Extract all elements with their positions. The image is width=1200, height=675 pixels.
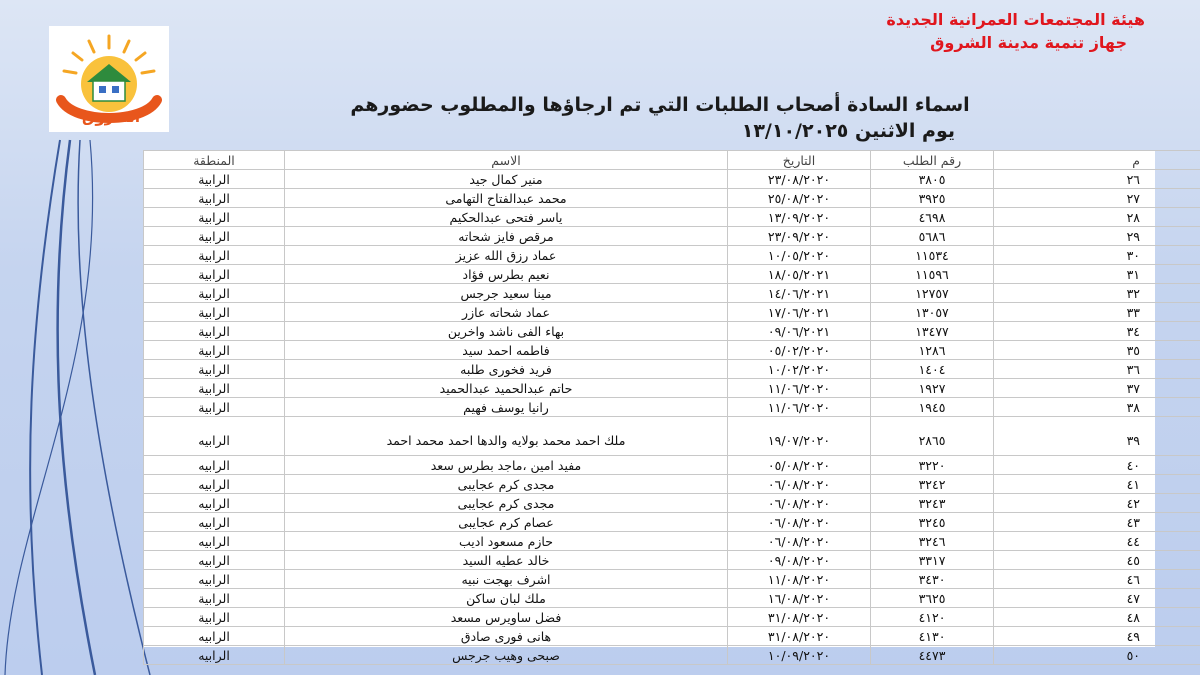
cell-area: الرابية [144,189,285,208]
cell-num: ٣٠ [994,246,1200,265]
table-row [144,284,1200,303]
page-title [300,92,1000,144]
cell-num: ٣٩ [994,417,1200,456]
cell-num: ٤٤ [994,532,1200,551]
cell-date: ١١/٠٦/٢٠٢٠ [728,398,871,417]
cell-date: ١٠/٠٢/٢٠٢٠ [728,360,871,379]
table-row [144,570,1200,589]
table-row [144,379,1200,398]
cell-area: الرابيه [144,494,285,513]
cell-date: ١١/٠٨/٢٠٢٠ [728,570,871,589]
cell-area: الرابية [144,379,285,398]
cell-date: ٣١/٠٨/٢٠٢٠ [728,608,871,627]
cell-date: ٢٣/٠٨/٢٠٢٠ [728,170,871,189]
col-header-num: م [994,151,1200,170]
cell-area: الرابية [144,341,285,360]
cell-request: ١٣٤٧٧ [871,322,994,341]
cell-area: الرابية [144,398,285,417]
cell-request: ٣٢٤٦ [871,532,994,551]
table-row [144,456,1200,475]
col-header-date: التاريخ [728,151,871,170]
applicants-table [143,150,1200,665]
cell-num: ٣٥ [994,341,1200,360]
cell-date: ٢٥/٠٨/٢٠٢٠ [728,189,871,208]
cell-date: ١٣/٠٩/٢٠٢٠ [728,208,871,227]
table-header-row [144,151,1200,170]
cell-request: ٣٢٤٣ [871,494,994,513]
table-row [144,360,1200,379]
cell-name: ملك لبان ساكن [285,589,728,608]
cell-num: ٤٥ [994,551,1200,570]
org-name: هيئة المجتمعات العمرانية الجديدة [886,10,1145,29]
cell-area: الرابية [144,246,285,265]
cell-name: رانيا يوسف فهيم [285,398,728,417]
cell-request: ١٣٠٥٧ [871,303,994,322]
cell-date: ١٦/٠٨/٢٠٢٠ [728,589,871,608]
cell-num: ٤٧ [994,589,1200,608]
table-row [144,494,1200,513]
col-header-area: المنطقة [144,151,285,170]
cell-date: ١٧/٠٦/٢٠٢١ [728,303,871,322]
col-header-request: رقم الطلب [871,151,994,170]
cell-request: ١٩٢٧ [871,379,994,398]
cell-area: الرابيه [144,646,285,665]
cell-num: ٤٦ [994,570,1200,589]
cell-area: الرابية [144,208,285,227]
table-row [144,417,1200,456]
cell-num: ٢٨ [994,208,1200,227]
cell-request: ٣٨٠٥ [871,170,994,189]
cell-request: ٣٤٣٠ [871,570,994,589]
cell-name: مرقص فايز شحاته [285,227,728,246]
table-row [144,589,1200,608]
cell-date: ٣١/٠٨/٢٠٢٠ [728,627,871,646]
cell-area: الرابيه [144,417,285,456]
cell-date: ٠٩/٠٦/٢٠٢١ [728,322,871,341]
cell-name: حاتم عبدالحميد عبدالحميد [285,379,728,398]
cell-name: صبحى وهيب جرجس [285,646,728,665]
cell-area: الرابيه [144,570,285,589]
cell-date: ٠٦/٠٨/٢٠٢٠ [728,494,871,513]
title-line-2: يوم الاثنين ١٣/١٠/٢٠٢٥ [741,120,955,142]
cell-name: فضل ساويرس مسعد [285,608,728,627]
table-row [144,532,1200,551]
cell-date: ١٨/٠٥/٢٠٢١ [728,265,871,284]
cell-name: ملك احمد محمد بولايه والدها احمد محمد احمد [285,417,728,456]
cell-area: الرابية [144,589,285,608]
cell-area: الرابية [144,608,285,627]
cell-num: ٤٢ [994,494,1200,513]
cell-name: مينا سعيد جرجس [285,284,728,303]
cell-date: ٢٣/٠٩/٢٠٢٠ [728,227,871,246]
cell-area: الرابية [144,170,285,189]
table-row [144,227,1200,246]
cell-date: ٠٥/٠٢/٢٠٢٠ [728,341,871,360]
cell-area: الرابيه [144,475,285,494]
cell-request: ٥٦٨٦ [871,227,994,246]
cell-area: الرابية [144,227,285,246]
cell-area: الرابيه [144,551,285,570]
cell-name: عماد شحاته عازر [285,303,728,322]
cell-name: محمد عبدالفتاح التهامى [285,189,728,208]
cell-request: ١٢٧٥٧ [871,284,994,303]
cell-name: ياسر فتحى عبدالحكيم [285,208,728,227]
cell-name: نعيم بطرس فؤاد [285,265,728,284]
cell-date: ١٩/٠٧/٢٠٢٠ [728,417,871,456]
cell-date: ٠٩/٠٨/٢٠٢٠ [728,551,871,570]
cell-num: ٤٨ [994,608,1200,627]
cell-name: مفيد امين ،ماجد بطرس سعد [285,456,728,475]
cell-name: منير كمال جيد [285,170,728,189]
cell-request: ١٩٤٥ [871,398,994,417]
cell-num: ٢٩ [994,227,1200,246]
cell-request: ٣٩٢٥ [871,189,994,208]
cell-request: ٤٤٧٣ [871,646,994,665]
cell-name: عماد رزق الله عزيز [285,246,728,265]
cell-num: ٣٢ [994,284,1200,303]
applicants-table-container [143,150,1155,663]
cell-num: ٥٠ [994,646,1200,665]
cell-date: ١٠/٠٩/٢٠٢٠ [728,646,871,665]
cell-area: الرابيه [144,532,285,551]
cell-date: ١٤/٠٦/٢٠٢١ [728,284,871,303]
cell-request: ١٢٨٦ [871,341,994,360]
cell-request: ٤١٢٠ [871,608,994,627]
cell-name: مجدى كرم عجايبى [285,475,728,494]
cell-request: ١١٥٣٤ [871,246,994,265]
cell-request: ٤٦٩٨ [871,208,994,227]
cell-area: الرابية [144,284,285,303]
logo-text: الشروق [81,108,141,126]
cell-num: ٣١ [994,265,1200,284]
cell-name: هانى فورى صادق [285,627,728,646]
cell-name: مجدى كرم عجايبى [285,494,728,513]
cell-request: ٣٢٤٢ [871,475,994,494]
table-body [144,170,1200,665]
cell-request: ٣٦٢٥ [871,589,994,608]
table-row [144,646,1200,665]
cell-num: ٤٩ [994,627,1200,646]
table-row [144,322,1200,341]
table-row [144,265,1200,284]
table-row [144,398,1200,417]
cell-name: حازم مسعود اديب [285,532,728,551]
table-row [144,608,1200,627]
cell-num: ٣٤ [994,322,1200,341]
cell-date: ٠٦/٠٨/٢٠٢٠ [728,475,871,494]
cell-name: بهاء الفى ناشد واخرين [285,322,728,341]
cell-area: الرابية [144,303,285,322]
table-row [144,513,1200,532]
org-sub-name: جهاز تنمية مدينة الشروق [930,33,1127,52]
cell-name: اشرف بهجت نبيه [285,570,728,589]
city-logo [49,26,169,132]
cell-area: الرابية [144,360,285,379]
organization-header [745,8,1145,54]
cell-area: الرابية [144,322,285,341]
table-row [144,208,1200,227]
cell-area: الرابيه [144,513,285,532]
cell-area: الرابيه [144,627,285,646]
cell-num: ٣٧ [994,379,1200,398]
cell-request: ١٤٠٤ [871,360,994,379]
cell-request: ١١٥٩٦ [871,265,994,284]
table-row [144,170,1200,189]
table-row [144,189,1200,208]
cell-num: ٢٧ [994,189,1200,208]
cell-name: خالد عطيه السيد [285,551,728,570]
cell-name: فاطمه احمد سيد [285,341,728,360]
table-row [144,341,1200,360]
cell-request: ٢٨٦٥ [871,417,994,456]
cell-request: ٣٢٢٠ [871,456,994,475]
cell-num: ٣٣ [994,303,1200,322]
cell-request: ٣٣١٧ [871,551,994,570]
table-row [144,246,1200,265]
cell-num: ٣٦ [994,360,1200,379]
sun-house-logo-icon [49,26,169,132]
cell-request: ٤١٣٠ [871,627,994,646]
cell-request: ٣٢٤٥ [871,513,994,532]
cell-num: ٢٦ [994,170,1200,189]
table-row [144,551,1200,570]
cell-date: ٠٥/٠٨/٢٠٢٠ [728,456,871,475]
cell-area: الرابية [144,265,285,284]
cell-name: عصام كرم عجايبى [285,513,728,532]
cell-num: ٤١ [994,475,1200,494]
cell-num: ٤٠ [994,456,1200,475]
cell-date: ٠٦/٠٨/٢٠٢٠ [728,513,871,532]
table-row [144,303,1200,322]
col-header-name: الاسم [285,151,728,170]
cell-date: ٠٦/٠٨/٢٠٢٠ [728,532,871,551]
table-row [144,627,1200,646]
cell-date: ١١/٠٦/٢٠٢٠ [728,379,871,398]
cell-name: فريد فخورى طلبه [285,360,728,379]
cell-num: ٤٣ [994,513,1200,532]
cell-area: الرابيه [144,456,285,475]
cell-num: ٣٨ [994,398,1200,417]
cell-date: ١٠/٠٥/٢٠٢٠ [728,246,871,265]
title-line-1: اسماء السادة أصحاب الطلبات التي تم ارجاؤها والمطلوب حضورهم [350,94,970,116]
table-row [144,475,1200,494]
